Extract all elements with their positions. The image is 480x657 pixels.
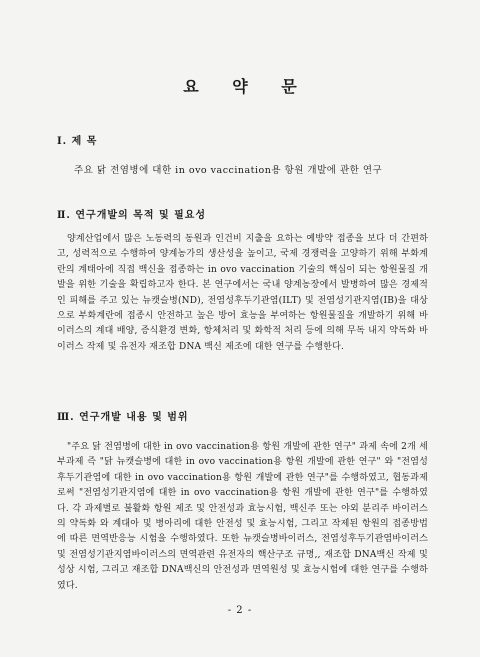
section-2-paragraph <box>57 232 428 355</box>
section-3-paragraph <box>57 440 428 594</box>
section-1-text: 주요 닭 전염병에 대한 in ovo vaccination용 항원 개발에 관한 연구 <box>74 165 383 176</box>
section-3-text: "주요 닭 전염병에 대한 in ovo vaccination용 항원 개발에 관한 연구" 과제 속에 2개 세부과제 즉 "닭 뉴캣슬병에 대한 in ovo vaccination용 항원 개발에 관한 연구" 와 "전염성후두기관염에 대한 in ovo vaccination용 항원 개발에 관한 연구"를 수행하였고, 협동과제로써 "전염성기관지염에 대한 in ovo vaccination용 항원 개발에 관한 연구"를 수행하였다. 각 과제별로 불활화 항원 제조 및 안전성과 효능시험, 백신주 또는 야외 분리주 바이러스의 약독화 와 계대아 및 병아리에 대한 안전성 및 효능시험, 그리고 작제된 항원의 접종방법에 따른 면역반응능 시험을 수행하였다. 또한 뉴캣슬병바이러스, 전염성후두기관염바이러스 및 전염성기관지염바이러스의 면역관련 유전자의 핵산구조 규명,, 재조합 DNA백신 작제 및 성상 시험, 그리고 재조합 DNA백신의 안전성과 면역원성 및 효능시험에 대한 연구를 수행하였다. <box>57 442 428 591</box>
section-1-heading: Ⅰ. 제 목 <box>57 136 98 147</box>
page-title: 요 약 문 <box>183 77 311 96</box>
page-number: - 2 - <box>227 605 253 616</box>
section-2-heading: Ⅱ. 연구개발의 목적 및 필요성 <box>57 210 207 221</box>
section-3-heading: Ⅲ. 연구개발 내용 및 범위 <box>57 412 189 423</box>
section-2-text: 양계산업에서 많은 노동력의 동원과 인건비 지출을 요하는 예방약 접종을 보다 더 간편하고, 성력적으로 수행하여 양계농가의 생산성을 높이고, 국제 경쟁력을 고양하기 위해 부화계란의 계태아에 직접 백신을 접종하는 in ovo vaccination 기술의 핵심이 되는 항원물질 개발을 위한 기술을 확립하고자 한다. 본 연구에서는 국내 양계농장에서 발병하여 많은 경제적인 피해를 주고 있는 뉴캣슬병(ND), 전염성후두기관염(ILT) 및 전염성기관지염(IB)을 대상으로 부화계란에 접종시 안전하고 높은 방어 효능을 부여하는 항원물질을 개발하기 위해 바이러스의 계대 배양, 증식환경 변화, 항체처리 및 화학적 처리 등에 의해 무독 내지 약독화 바이러스 작제 및 유전자 재조합 DNA 백신 제조에 대한 연구를 수행한다. <box>57 234 428 352</box>
